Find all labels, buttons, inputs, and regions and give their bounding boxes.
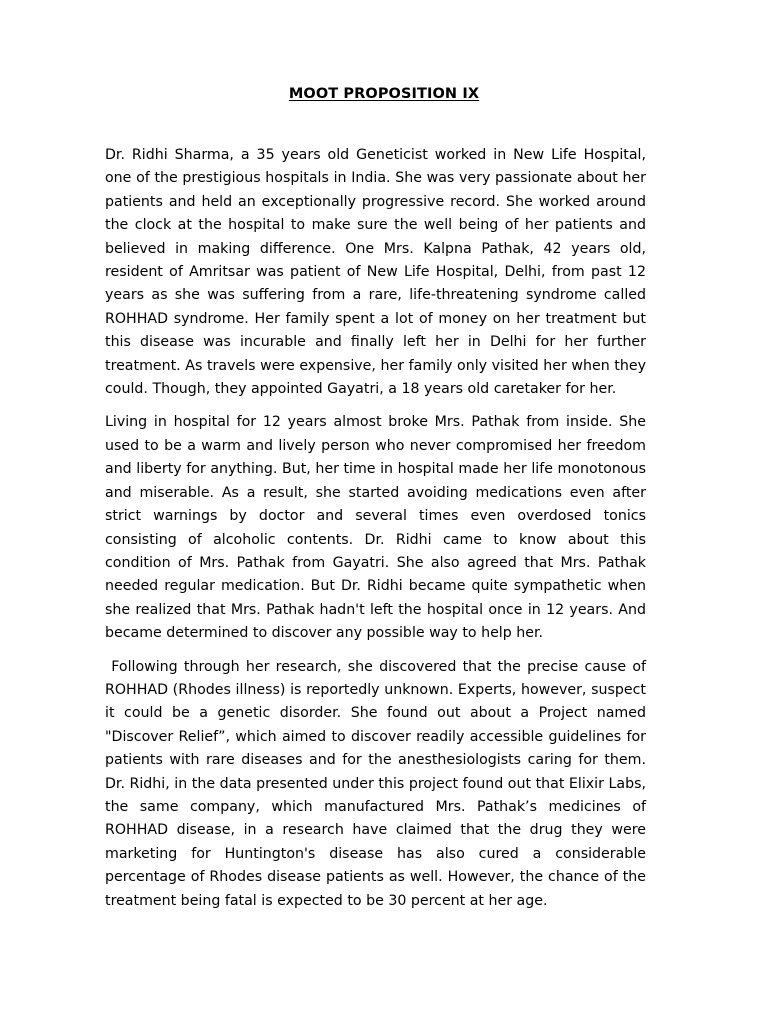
paragraph-2: Living in hospital for 12 years almost broke Mrs. Pathak from inside. She used to be a warm and lively person who never compromised her freedom and liberty for anything. But, her time in hospital made her life monotonous and miserable. As a result, she started avoiding medications even after strict warnings by doctor and several times even overdosed tonics consisting of alcoholic contents. Dr. Ridhi came to know about this condition of Mrs. Pathak from Gayatri. She also agreed that Mrs. Pathak needed regular medication. But Dr. Ridhi became quite sympathetic when she realized that Mrs. Pathak hadn't left the hospital once in 12 years. And became determined to discover any possible way to help her. — [105, 414, 646, 642]
paragraph-3: Following through her research, she discovered that the precise cause of ROHHAD (Rhodes illness) is reportedly unknown. Experts, however, suspect it could be a genetic disorder. She found out about a Project named "Discover Relief”, which aimed to discover readily accessible guidelines for patients with rare diseases and for the anesthesiologists caring for them. Dr. Ridhi, in the data presented under this project found out that Elixir Labs, the same company, which manufactured Mrs. Pathak’s medicines of ROHHAD disease, in a research have claimed that the drug they were marketing for Huntington's disease has also cured a considerable percentage of Rhodes disease patients as well. However, the chance of the treatment being fatal is expected to be 30 percent at her age. — [105, 658, 651, 909]
document-body — [105, 144, 651, 923]
document-title: MOOT PROPOSITION IX — [288, 86, 480, 102]
paragraph-1: Dr. Ridhi Sharma, a 35 years old Geneticist worked in New Life Hospital, one of the prestigious hospitals in India. She was very passionate about her patients and held an exceptionally progressive record. She worked around the clock at the hospital to make sure the well being of her patients and believed in making difference. One Mrs. Kalpna Pathak, 42 years old, resident of Amritsar was patient of New Life Hospital, Delhi, from past 12 years as she was suffering from a rare, life-threatening syndrome called ROHHAD syndrome. Her family spent a lot of money on her treatment but this disease was incurable and finally left her in Delhi for her further treatment. As travels were expensive, her family only visited her when they could. Though, they appointed Gayatri, a 18 years old caretaker for her. — [105, 147, 646, 398]
